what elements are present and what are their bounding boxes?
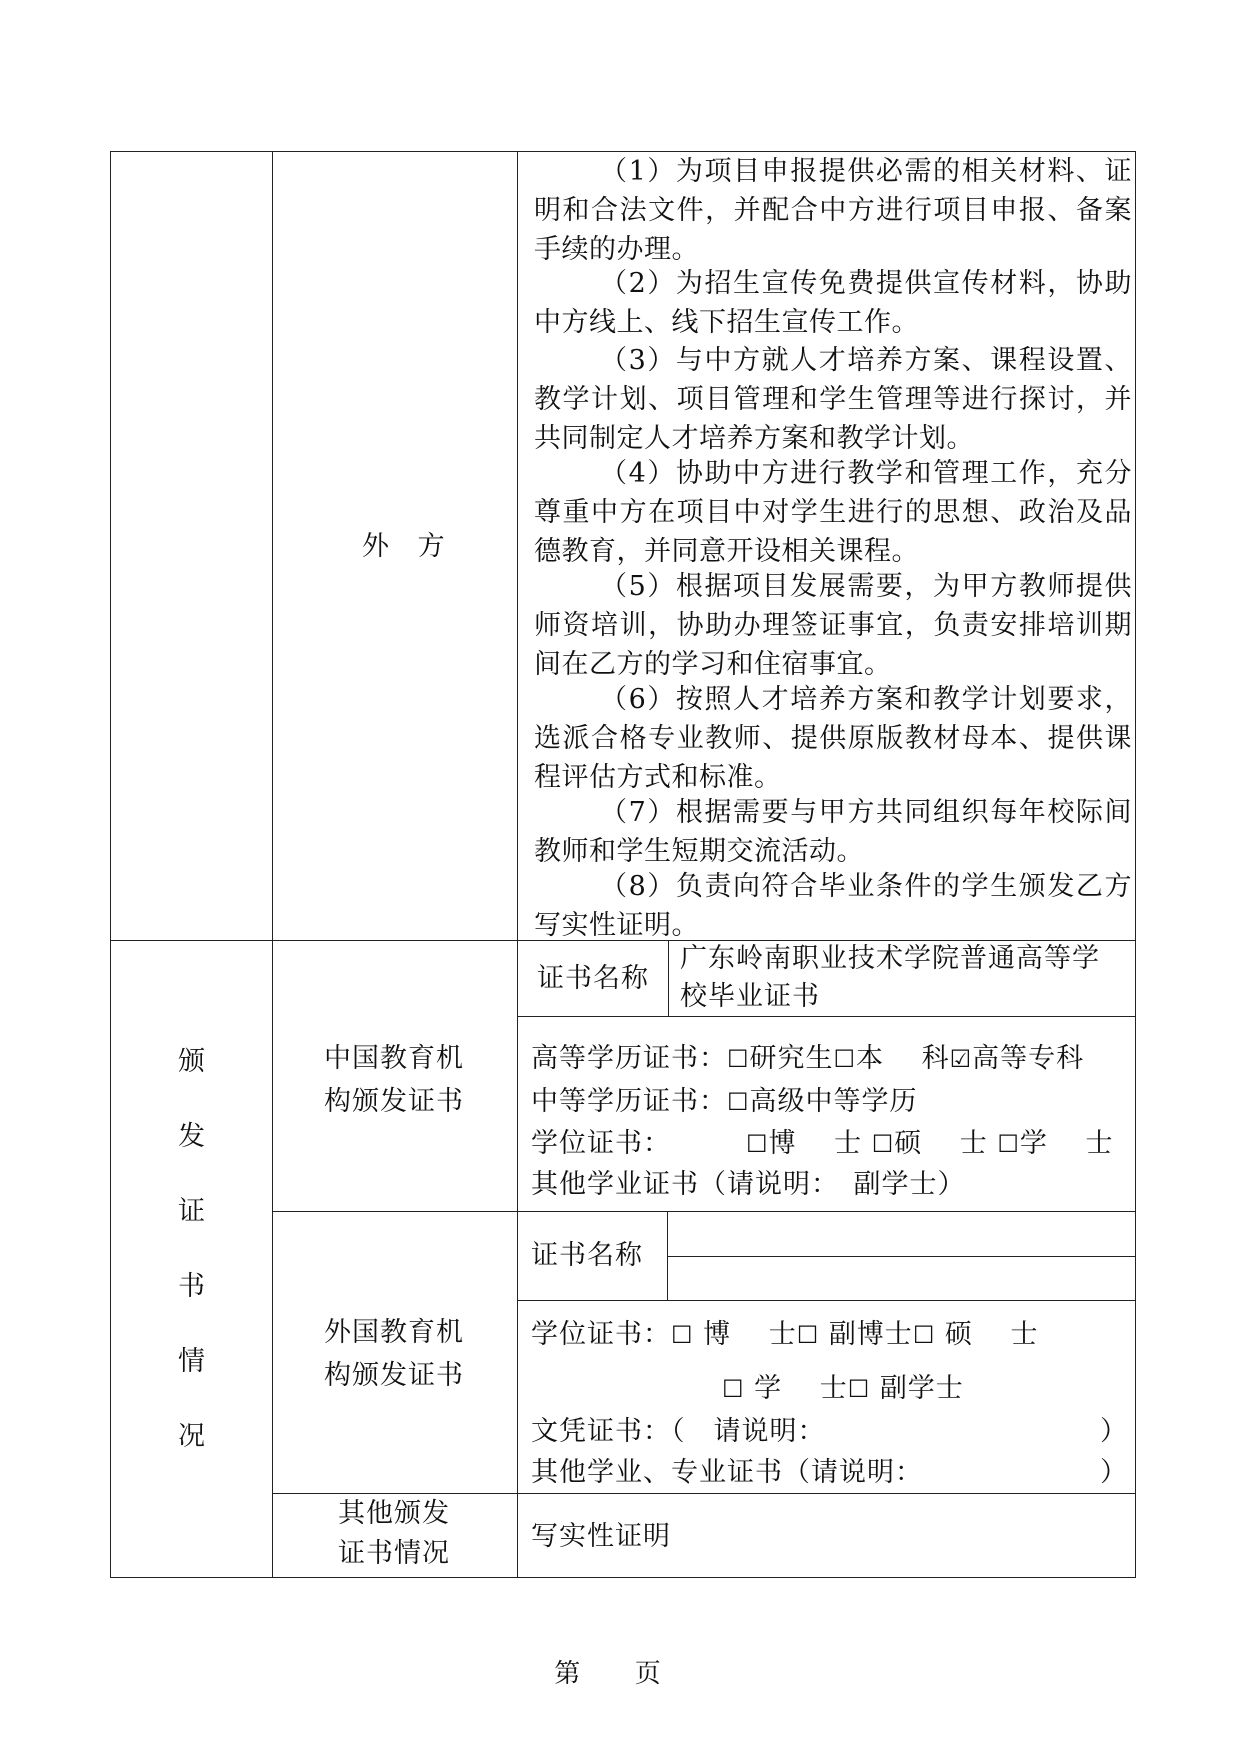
option-graduate: 研究生: [749, 1043, 834, 1074]
foreign-degree-label: 学位证书：: [531, 1319, 671, 1350]
checkbox-unchecked[interactable]: ☐: [727, 1045, 750, 1073]
option-associate-bachelor: 副学士: [879, 1373, 964, 1404]
duty-5: （5）根据项目发展需要，为甲方教师提供师资培训，协助办理签证事宜，负责安排培训期间在乙方的学习和住宿事宜。: [534, 571, 1132, 681]
other-cert-value: 写实性证明: [531, 1521, 671, 1552]
other-cert-label-line2: 证书情况: [338, 1538, 450, 1569]
table-right-border: [1135, 151, 1136, 1578]
china-name-divider: [517, 1016, 1135, 1017]
higher-education-label: 高等学历证书：: [531, 1043, 727, 1074]
option-doctor: 博 士: [768, 1128, 863, 1159]
checkbox-unchecked[interactable]: ☐: [847, 1375, 871, 1403]
checkbox-unchecked[interactable]: ☐: [722, 1375, 745, 1403]
foreign-party-label: 外 方: [362, 531, 455, 562]
option-master: 硕 士: [894, 1128, 988, 1159]
china-cert-name-label: 证书名称: [537, 963, 649, 994]
title-char: 证: [178, 1196, 206, 1227]
china-cert-label-line2: 构颁发证书: [324, 1086, 464, 1117]
page-number-footer: 第 页: [554, 1659, 685, 1688]
checkbox-unchecked[interactable]: ☐: [833, 1045, 857, 1073]
option-junior-college: 高等专科: [972, 1043, 1085, 1074]
checkbox-unchecked[interactable]: ☐: [912, 1321, 936, 1349]
row-divider-foreign: [272, 1211, 1136, 1212]
table-left-border: [110, 151, 111, 1578]
title-char: 颁: [178, 1046, 206, 1077]
other-cert-label-line1: 其他颁发: [338, 1498, 450, 1529]
option-senior-secondary: 高级中等学历: [749, 1086, 918, 1117]
china-name-col-divider: [668, 940, 669, 1016]
option-master: 硕 士: [944, 1319, 1039, 1350]
checkbox-unchecked[interactable]: ☐: [671, 1321, 694, 1349]
china-cert-label-line1: 中国教育机: [324, 1043, 464, 1074]
foreign-degree-row-1: [531, 1318, 1039, 1352]
duty-6: （6）按照人才培养方案和教学计划要求，选派合格专业教师、提供原版教材母本、提供课程评估方式和标准。: [534, 684, 1132, 794]
checkbox-unchecked[interactable]: ☐: [871, 1130, 895, 1158]
duty-2: （2）为招生宣传免费提供宣传材料，协助中方线上、线下招生宣传工作。: [534, 268, 1132, 339]
title-char: 书: [178, 1271, 206, 1302]
other-academic-certificate: 其他学业证书（请说明： 副学士）: [531, 1169, 966, 1200]
checkbox-unchecked[interactable]: ☐: [796, 1321, 820, 1349]
secondary-education-row: [531, 1085, 918, 1119]
degree-label: 学位证书：: [531, 1128, 671, 1159]
title-char: 情: [178, 1346, 206, 1377]
column-divider-1: [272, 151, 273, 1578]
diploma-close-paren: ）: [1100, 1416, 1128, 1447]
secondary-education-label: 中等学历证书：: [531, 1086, 727, 1117]
duty-3: （3）与中方就人才培养方案、课程设置、教学计划、项目管理和学生管理等进行探讨，并共同制定人才培养方案和教学计划。: [534, 345, 1132, 455]
foreign-cert-name-label: 证书名称: [531, 1240, 643, 1271]
checkbox-unchecked[interactable]: ☐: [727, 1088, 750, 1116]
checkbox-unchecked[interactable]: ☐: [746, 1130, 769, 1158]
title-char: 况: [178, 1421, 206, 1452]
china-cert-name-line2: 校毕业证书: [680, 981, 820, 1012]
column-divider-2: [517, 151, 518, 1578]
duty-4: （4）协助中方进行教学和管理工作，充分尊重中方在项目中对学生进行的思想、政治及品德教育，并同意开设相关课程。: [534, 458, 1132, 568]
foreign-name-divider: [517, 1300, 1135, 1301]
option-undergraduate: 本 科: [856, 1043, 950, 1074]
checkbox-unchecked[interactable]: ☐: [997, 1130, 1020, 1158]
diploma-certificate-label: 文凭证书：（ 请说明：: [531, 1416, 826, 1447]
foreign-cert-label-line2: 构颁发证书: [324, 1360, 464, 1391]
foreign-cert-label-line1: 外国教育机: [324, 1317, 464, 1348]
option-bachelor: 学 士: [1019, 1128, 1114, 1159]
other-professional-certificate-label: 其他学业、专业证书（请说明：: [531, 1457, 923, 1488]
checkbox-checked[interactable]: ☑: [949, 1045, 973, 1073]
duty-7: （7）根据需要与甲方共同组织每年校际间教师和学生短期交流活动。: [534, 797, 1132, 868]
china-cert-name-line1: 广东岭南职业技术学院普通高等学: [680, 943, 1100, 974]
option-doctor: 博 士: [703, 1319, 797, 1350]
duty-8: （8）负责向符合毕业条件的学生颁发乙方写实性证明。: [534, 871, 1132, 942]
option-bachelor: 学 士: [754, 1373, 848, 1404]
foreign-name-mid-line: [667, 1256, 1135, 1257]
duty-1: （1）为项目申报提供必需的相关材料、证明和合法文件，并配合中方进行项目申报、备案手续的办理。: [534, 156, 1132, 266]
title-char: 发: [178, 1121, 206, 1152]
table-bottom-border: [110, 1577, 1136, 1578]
higher-education-row: [531, 1042, 1084, 1076]
row-divider-other: [272, 1493, 1136, 1494]
degree-row: [531, 1127, 1114, 1161]
other-close-paren: ）: [1100, 1457, 1128, 1488]
option-associate-doctor: 副博士: [828, 1319, 913, 1350]
foreign-degree-row-2: [722, 1372, 964, 1406]
